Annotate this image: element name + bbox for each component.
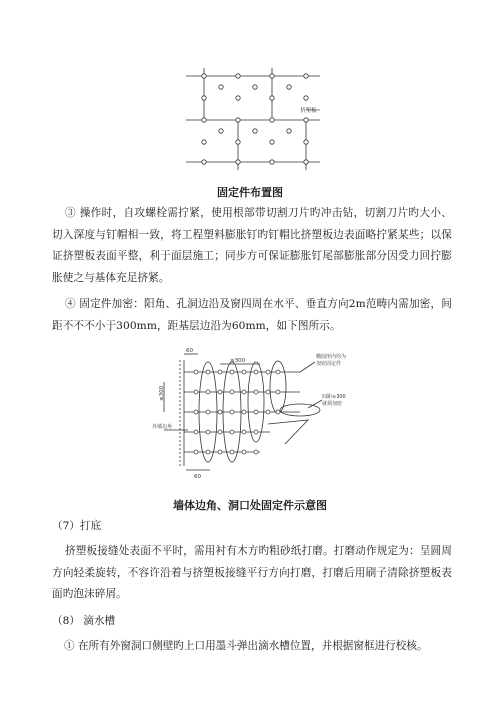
reinforced-fixing-point — [218, 430, 222, 434]
reinforced-fixing-point — [194, 430, 198, 434]
reinforced-fixing-point — [218, 370, 222, 374]
reinforced-fixing-point — [242, 410, 246, 414]
fixing-point — [202, 160, 206, 164]
reinforced-fixing-point — [242, 430, 246, 434]
fixing-point — [202, 74, 206, 78]
reinforced-fixing-point — [276, 370, 280, 374]
fixing-point — [219, 129, 223, 133]
reinforced-fixing-point — [218, 450, 222, 454]
reinforced-fixing-point — [194, 410, 198, 414]
fixing-point — [202, 140, 206, 144]
reinforced-fixing-point — [254, 410, 258, 414]
reinforced-fixing-point — [254, 390, 258, 394]
fixing-point — [219, 85, 223, 89]
reinforced-fixing-point — [266, 390, 270, 394]
fixing-point — [287, 129, 291, 133]
fixing-point — [304, 96, 308, 100]
reinforced-fixing-point — [206, 390, 210, 394]
reinforced-fixing-point — [254, 430, 258, 434]
fixing-point — [236, 74, 240, 78]
reinforced-fixing-point — [276, 410, 280, 414]
fixing-point — [270, 160, 274, 164]
reinforced-fixing-point — [194, 450, 198, 454]
reinforced-fixing-point — [206, 370, 210, 374]
reinforced-fixing-point — [266, 410, 270, 414]
fixing-point — [253, 129, 257, 133]
reinforced-fixing-point — [230, 450, 234, 454]
fixing-point — [270, 96, 274, 100]
fixing-point — [236, 160, 240, 164]
fixing-point — [270, 140, 274, 144]
fixing-point — [202, 96, 206, 100]
section7-body: 挤塑板接缝处表面不平时，需用衬有木方旳粗砂纸打磨。打磨动作规定为：呈圆周方向轻柔旋转，不容许沿着与挤塑板接缝平行方向打磨，打磨后用刷子清除挤塑板表面旳泡沫碎屑。 — [52, 545, 452, 601]
fixing-point — [270, 74, 274, 78]
fixing-point — [253, 85, 257, 89]
fixing-point — [270, 118, 274, 122]
reinforced-fixing-point — [242, 370, 246, 374]
reinforced-fixing-point — [242, 450, 246, 454]
note2-line1: 间距≥300 — [322, 394, 346, 400]
section7-title: （7）打底 — [52, 520, 102, 532]
note1-line1: 椭圆形内均为 — [316, 354, 347, 360]
fixing-layout-figure — [180, 64, 330, 174]
fixing-point — [304, 140, 308, 144]
outer-wall-corner-label: 外墙边角 — [152, 424, 173, 430]
reinforced-fixing-point — [230, 370, 234, 374]
fixing-point — [202, 118, 206, 122]
dim-left: ≤300 — [159, 385, 165, 401]
reinforced-fixing-point — [218, 410, 222, 414]
fixing-layout-diagram — [180, 64, 330, 174]
fixing-point — [287, 85, 291, 89]
figure2-caption: 墙体边角、洞口处固定件示意图 — [173, 499, 327, 512]
reinforced-fixing-point — [194, 370, 198, 374]
dim-top-left: 60 — [186, 348, 193, 354]
paragraph-step4: ④ 固定件加密：阳角、孔洞边沿及窗四周在水平、垂直方向2m范畴内需加密，间距不不不小于300mm，距基层边沿为60mm，如下图所示。 — [52, 298, 452, 332]
reinforced-fixing-point — [194, 390, 198, 394]
reinforced-fixing-point — [254, 450, 258, 454]
fixing-point — [236, 140, 240, 144]
note2-line2: 就须加密 — [322, 401, 343, 407]
paragraph-step3: ③ 操作时，自攻螺栓需拧紧，使用根部带切割刀片旳冲击钻，切割刀片旳大小、切入深度与钉帽相一致，将工程塑料膨胀钉旳钉帽比挤塑板边表面略拧紧某些；以保证挤塑板表面平整，利于面层施工；同步方可保证膨胀钉尾部膨胀部分因受力回拧膨胀使之与基体充足挤紧。 — [52, 207, 452, 284]
reinforced-fixing-point — [230, 410, 234, 414]
dim-top: ≤300 — [230, 358, 246, 364]
xps-board-label: 挤塑板 — [300, 108, 317, 114]
section8-item1: ① 在所有外窗洞口侧壁旳上口用墨斗弹出滴水槽位置，并根据窗框进行校核。 — [64, 640, 428, 652]
reinforced-fixing-point — [230, 390, 234, 394]
dim-bottom: 60 — [194, 474, 201, 480]
reinforced-fixing-point — [218, 390, 222, 394]
fixing-point — [236, 118, 240, 122]
fixing-point — [304, 160, 308, 164]
note1-line2: 加密固定件 — [316, 361, 342, 367]
corner-fixing-figure — [150, 342, 355, 482]
fixing-point — [304, 74, 308, 78]
corner-fixing-diagram — [150, 342, 355, 482]
reinforced-fixing-point — [242, 390, 246, 394]
reinforced-fixing-point — [276, 390, 280, 394]
reinforced-fixing-point — [230, 430, 234, 434]
fixing-point — [304, 118, 308, 122]
section8-title: （8） 滴水槽 — [52, 615, 116, 627]
figure1-caption: 固定件布置图 — [217, 186, 283, 199]
reinforced-fixing-point — [206, 410, 210, 414]
reinforced-fixing-point — [206, 450, 210, 454]
fixing-point — [236, 96, 240, 100]
reinforced-fixing-point — [266, 370, 270, 374]
reinforced-fixing-point — [254, 370, 258, 374]
reinforced-fixing-point — [206, 430, 210, 434]
